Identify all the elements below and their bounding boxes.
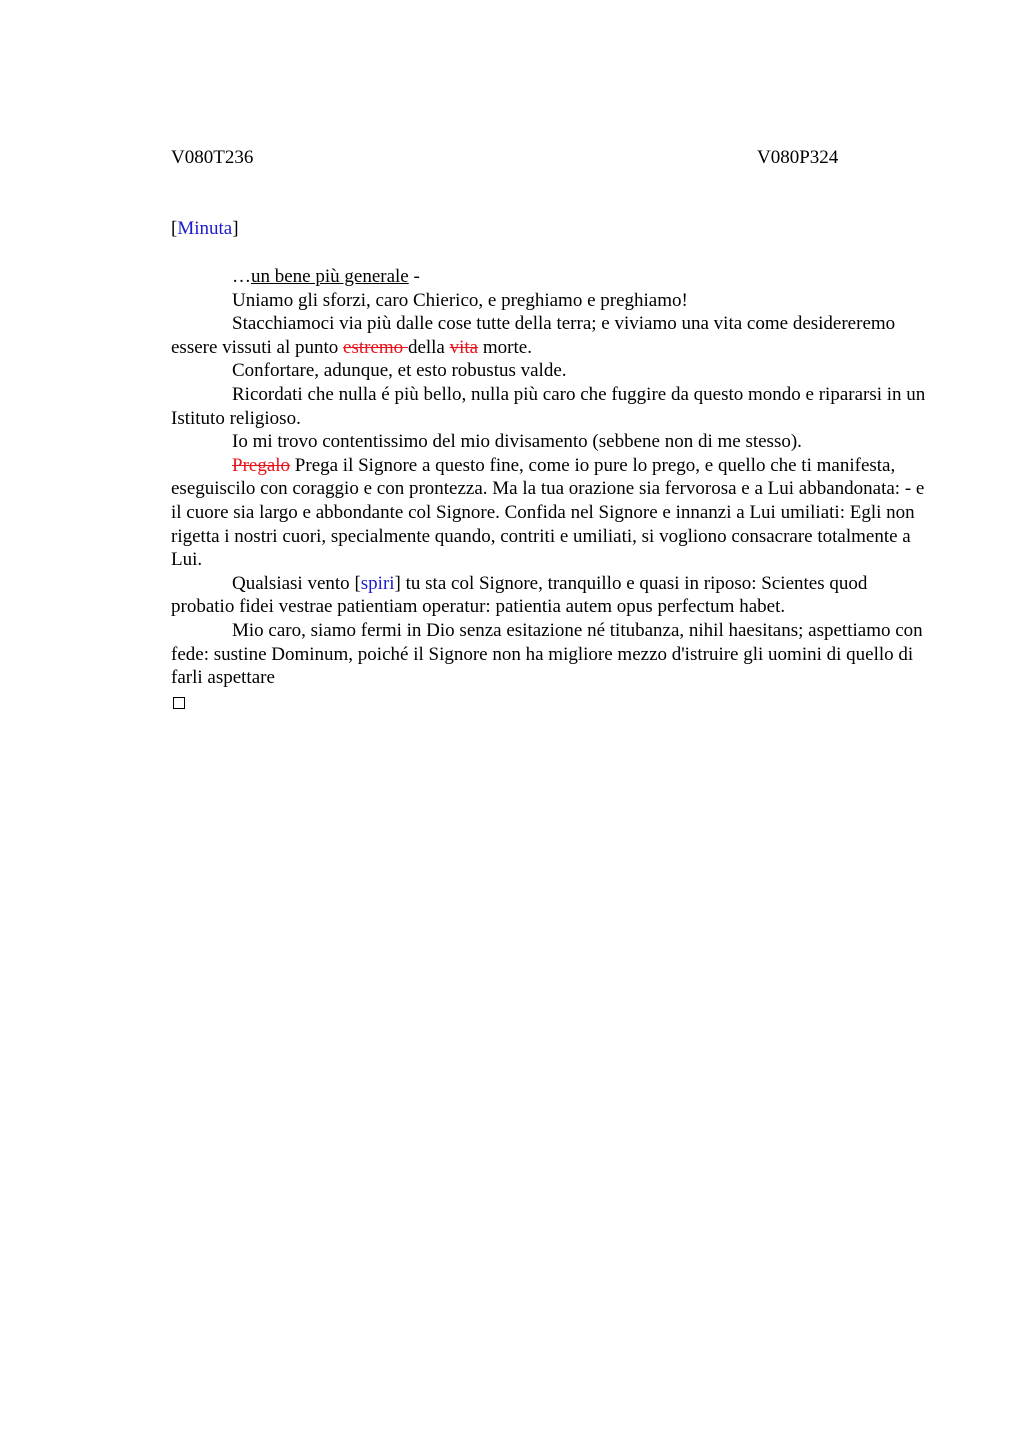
paragraph-7 bbox=[171, 454, 931, 572]
ellipsis: … bbox=[232, 266, 251, 287]
paragraph-5: Ricordati che nulla é più bello, nulla più caro che fuggire da questo mondo e ripararsi in un Istituto religioso. bbox=[171, 383, 926, 429]
document-reference-right: V080P324 bbox=[757, 147, 839, 168]
deleted-word-estremo: estremo bbox=[343, 336, 408, 358]
paragraph-8-text-end: tu sta col Signore, tranquillo e quasi in riposo: Scientes quod probatio fidei vestrae patientiam operatur: patientia autem opus perfectum habet. bbox=[171, 572, 868, 618]
paragraph-9: Mio caro, siamo fermi in Dio senza esitazione né titubanza, nihil haesitans; aspettiamo con fede: sustine Dominum, poiché il Signore non ha migliore mezzo d'istruire gli uomini di quello di farli aspettare bbox=[171, 619, 923, 689]
insert-close-bracket: ] bbox=[394, 572, 401, 594]
paragraph-6: Io mi trovo contentissimo del mio divisamento (sebbene non di me stesso). bbox=[232, 431, 802, 453]
heading-close-bracket: ] bbox=[232, 218, 239, 239]
paragraph-1-tail: - bbox=[408, 266, 420, 287]
paragraph-8-text-start: Qualsiasi vento bbox=[232, 572, 355, 594]
insert-open-bracket: [ bbox=[354, 572, 361, 594]
underlined-phrase: un bene più generale bbox=[251, 266, 409, 287]
heading-open-bracket: [ bbox=[171, 218, 178, 239]
paragraph-4: Confortare, adunque, et esto robustus valde. bbox=[232, 360, 567, 382]
document-heading bbox=[171, 218, 239, 240]
inserted-word-spiri: spiri bbox=[360, 572, 395, 594]
deleted-word-vita: vita bbox=[449, 336, 479, 358]
paragraph-2: Uniamo gli sforzi, caro Chierico, e preghiamo e preghiamo! bbox=[232, 289, 688, 311]
document-reference-left: V080T236 bbox=[171, 147, 254, 168]
heading-label: Minuta bbox=[177, 218, 233, 239]
letter-body bbox=[171, 265, 931, 690]
paragraph-3 bbox=[171, 312, 931, 359]
paragraph-3-text-start: Stacchiamoci via più dalle cose tutte della terra; e viviamo una vita come desidereremo essere vissuti al punto bbox=[171, 313, 896, 358]
paragraph-8 bbox=[171, 572, 931, 619]
paragraph-1 bbox=[171, 265, 931, 289]
paragraph-3-text-middle: della bbox=[407, 336, 450, 358]
empty-square-icon bbox=[173, 697, 185, 709]
deleted-word-pregalo: Pregalo bbox=[232, 454, 291, 476]
paragraph-7-text: Prega il Signore a questo fine, come io pure lo prego, e quello che ti manifesta, eseguiscilo con coraggio e con prontezza. Ma la tua orazione sia fervorosa e a Lui abbandonata: - e il cuore sia largo e abbondante col Signore. Confida nel Signore e innanzi a Lui umiliati: Egli non rigetta i nostri cuori, specialmente quando, contriti e umiliati, si vogliono consacrare totalmente a Lui. bbox=[171, 454, 925, 571]
paragraph-3-text-end: morte. bbox=[478, 336, 532, 358]
